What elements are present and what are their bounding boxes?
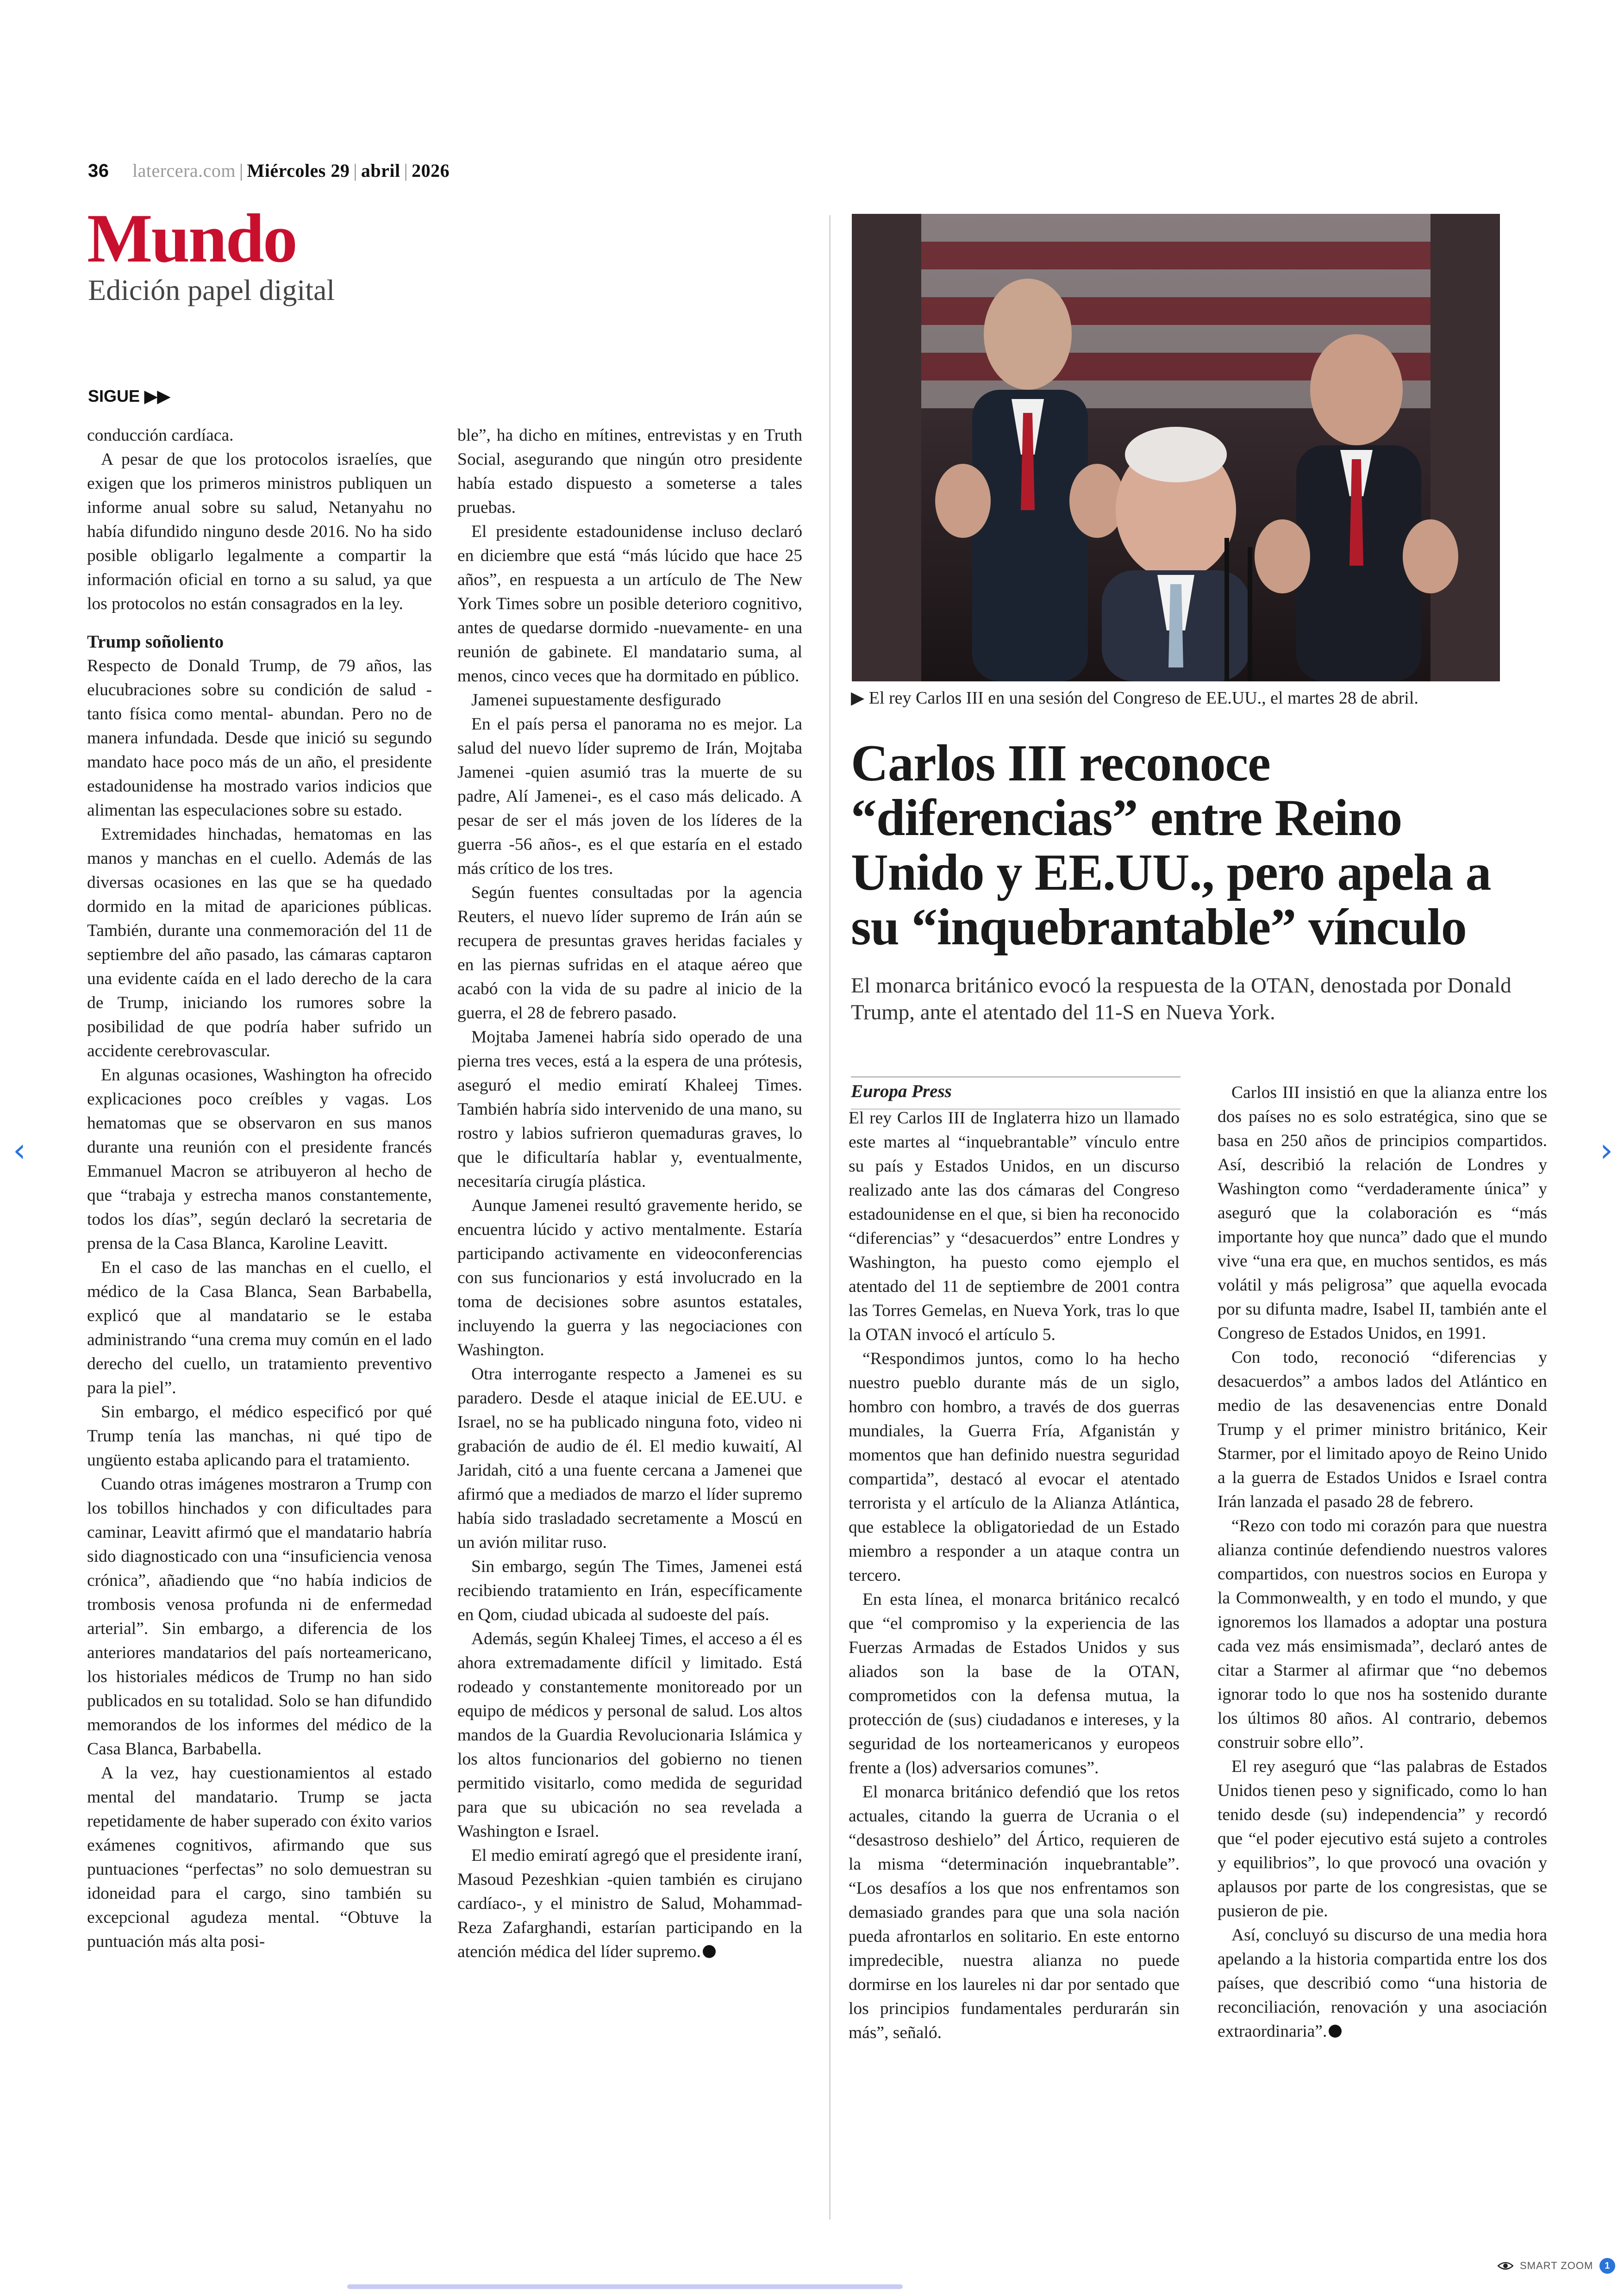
paragraph-text: “Rezo con todo mi corazón para que nuestra alianza continúe defendiendo nuestros valores compartidos, con nuestros socios en Europa y la Commonwealth, y en todo el mundo, y que ignoremos los llamados a adoptar una postura cada vez más ensimismada”, declaró antes de citar a Starmer al afirmar que “no debemos ignorar todo lo que nos ha sostenido durante los últimos 80 años. Al contrario, debemos construir sobre ello”. (1218, 1516, 1547, 1752)
paragraph-text: Según fuentes consultadas por la agencia Reuters, el nuevo líder supremo de Irán aún se recupera de presuntas graves heridas faciales y en las piernas sufridas en el ataque aéreo que acabó con la vida de su padre al inicio de la guerra, el 28 de febrero pasado. (457, 883, 802, 1023)
paragraph-text: Otra interrogante respecto a Jamenei es su paradero. Desde el ataque inicial de EE.UU. e Israel, no se ha publicado ninguna foto, video ni grabación de audio de él. El medio kuwaití, Al Jaridah, citó a una fuente cercana a Jamenei que afirmó que a mediados de marzo el líder supremo había sido trasladado secretamente a Moscú en un avión militar ruso. (457, 1365, 802, 1552)
paragraph-text: El rey Carlos III de Inglaterra hizo un llamado este martes al “inquebrantable” vínculo entre su país y Estados Unidos, en un discurso realizado ante las dos cámaras del Congreso estadounidense en el que, si bien ha reconocido “diferencias” y “desacuerdos” entre Londres y Washington, ha puesto como ejemplo el atentado del 11 de septiembre de 2001 contra las Torres Gemelas, en Nueva York, tras lo que la OTAN invocó el artículo 5. (849, 1109, 1180, 1344)
chevron-right-icon: › (1600, 1131, 1613, 1169)
paragraph (1218, 1923, 1547, 2044)
paragraph (457, 520, 802, 688)
paragraph (457, 1844, 802, 1964)
page-number: 36 (88, 161, 109, 181)
paragraph-text: Aunque Jamenei resultó gravemente herido, se encuentra lúcido y activo mentalmente. Estaría participando activamente en videoconferencias con sus funcionarios y está involucrado en la toma de decisiones sobre asuntos estatales, incluyendo la guerra y las negociaciones con Washington. (457, 1196, 802, 1360)
paragraph (87, 448, 432, 616)
paragraph (457, 688, 802, 712)
next-page-button[interactable] (1593, 1129, 1620, 1171)
paragraph-text: En el país persa el panorama no es mejor. La salud del nuevo líder supremo de Irán, Mojtaba Jamenei -quien asumió tras la muerte de su padre, Alí Jamenei-, es el caso más delicado. A pesar de ser el más joven de los líderes de la guerra -56 años-, es el que estaría en el estado más crítico de los tres. (457, 715, 802, 878)
left-article-column-1 (87, 424, 432, 1954)
paragraph (87, 823, 432, 1063)
smart-zoom-button[interactable] (1498, 2258, 1615, 2274)
separator: | (239, 160, 244, 181)
section-title: Mundo (87, 200, 296, 277)
separator: | (404, 160, 408, 181)
article-photo (852, 214, 1500, 681)
paragraph (849, 1347, 1180, 1588)
paragraph-text: Sin embargo, el médico especificó por qué Trump tenía las manchas, ni qué tipo de ungüento estaba aplicando para el tratamiento. (87, 1403, 432, 1470)
paragraph-text: A pesar de que los protocolos israelíes, que exigen que los primeros ministros publiquen un informe anual sobre su salud, Netanyahu no había difundido ninguno desde 2016. No ha sido posible obligarlo legalmente a compartir la información oficial en torno a su salud, ya que los protocolos no están consagrados en la ley. (87, 450, 432, 613)
caption-arrow-icon: ▶ (851, 688, 865, 708)
date-month: abril (361, 160, 400, 181)
paragraph (1218, 1081, 1547, 1346)
paragraph (849, 1588, 1180, 1780)
paragraph-text: Respecto de Donald Trump, de 79 años, las elucubraciones sobre su condición de salud -tanto física como mental- abundan. Pero no de manera infundada. Desde que inició su segundo mandato hace poco más de un año, el presidente estadounidense ha mostrado varios indicios que alimentan las especulaciones sobre su estado. (87, 656, 432, 820)
date-weekday: Miércoles 29 (247, 160, 350, 181)
caption-text: El rey Carlos III en una sesión del Congreso de EE.UU., el martes 28 de abril. (868, 688, 1418, 708)
right-article-column-2 (1218, 1081, 1547, 2044)
paragraph (457, 1362, 802, 1555)
paragraph (87, 654, 432, 823)
photo-caption (851, 687, 1418, 708)
paragraph-text: En algunas ocasiones, Washington ha ofrecido explicaciones poco creíbles y vagas. Los hematomas que se observaron en sus manos durante una reunión con el presidente francés Emmanuel Macron se atribuyeron al hecho de que “trabaja y estrecha manos constantemente, todos los días”, según declaró la secretaria de prensa de la Casa Blanca, Karoline Leavitt. (87, 1066, 432, 1253)
paragraph (457, 712, 802, 881)
article-summary: El monarca británico evocó la respuesta de la OTAN, denostada por Donald Trump, ante el atentado del 11-S en Nueva York. (851, 973, 1512, 1024)
paragraph-text: Además, según Khaleej Times, el acceso a él es ahora extremadamente difícil y limitado. Está rodeado y constantemente monitoreado por un equipo de médicos y personal de salud. Los altos mandos de la Guardia Revolucionaria Islámica y los altos funcionarios del gobierno no tienen permitido visitarlo, como medida de seguridad para que su ubicación no sea revelada a Washington e Israel. (457, 1629, 802, 1841)
right-article-column-1 (849, 1106, 1180, 2045)
paragraph (87, 424, 432, 448)
paragraph-text: Con todo, reconoció “diferencias y desacuerdos” a ambos lados del Atlántico en medio de las desavenencias entre Donald Trump y el primer ministro británico, Keir Starmer, por el limitado apoyo de Reino Unido a la guerra de Estados Unidos e Israel contra Irán lanzada el pasado 28 de febrero. (1218, 1348, 1547, 1511)
paragraph (849, 1106, 1180, 1347)
continues-label (88, 387, 170, 406)
byline-rule (851, 1076, 1181, 1078)
paragraph (87, 1063, 432, 1256)
paragraph-text: Sin embargo, según The Times, Jamenei está recibiendo tratamiento en Irán, específicamente en Qom, ciudad ubicada al sudoeste del país. (457, 1557, 802, 1624)
paragraph (1218, 1514, 1547, 1755)
eye-icon (1498, 2261, 1513, 2270)
date-year: 2026 (412, 160, 450, 181)
edition-label: Edición papel digital (88, 274, 335, 306)
paragraph (457, 424, 802, 520)
paragraph-text: conducción cardíaca. (87, 426, 234, 445)
column-divider (829, 215, 831, 2220)
paragraph-text: Mojtaba Jamenei habría sido operado de una pierna tres veces, está a la espera de una prótesis, aseguró el medio emiratí Khaleej Times. También habría sido intervenido de una mano, su rostro y labios sufrieron quemaduras graves, lo que le dificultaría hablar y, eventualmente, necesitaría cirugía plástica. (457, 1028, 802, 1191)
paragraph-text: El presidente estadounidense incluso declaró en diciembre que está “más lúcido que hace 25 años”, en respuesta a un artículo de The New York Times sobre un posible deterioro cognitivo, antes de quedarse dormido -nuevamente- en una reunión de gabinete. El mandatario suma, al menos, cinco veces que ha dormitado en público. (457, 522, 802, 686)
paragraph (457, 881, 802, 1025)
paragraph (457, 1194, 802, 1362)
paragraph-text: Jamenei supuestamente desfigurado (471, 691, 721, 710)
paragraph (87, 1400, 432, 1472)
paragraph-text: Carlos III insistió en que la alianza entre los dos países no es solo estratégica, sino que se basa en 250 años de principios compartidos. Así, describió la relación de Londres y Washington como “verdaderamente única” y aseguró que la colaboración es “más importante hoy que nunca” dado que el mundo vive “una era que, en muchos sentidos, es más volátil y más peligrosa” que aquella evocada por su difunta madre, Isabel II, también ante el Congreso de Estados Unidos, en 1991. (1218, 1083, 1547, 1343)
paragraph-text: El rey aseguró que “las palabras de Estados Unidos tienen peso y significado, como lo han tenido desde (su) independencia” y recordó que “el poder ejecutivo está sujeto a controles y equilibrios”, lo que provocó una ovación y aplausos por parte de los congresistas, que se pusieron de pie. (1218, 1757, 1547, 1921)
paragraph-text: “Respondimos juntos, como lo ha hecho nuestro pueblo durante más de un siglo, hombro con hombro, a través de dos guerras mundiales, la Guerra Fría, Afganistán y momentos que han definido nuestra seguridad compartida”, destacó al evocar el atentado terrorista y el artículo de la Alianza Atlántica, que establece la obligatoriedad de un Estado miembro a responder a un ataque contra un tercero. (849, 1349, 1180, 1585)
horizontal-scrollbar[interactable] (347, 2284, 903, 2289)
end-mark-icon (703, 1945, 716, 1958)
chevron-left-icon: ‹ (13, 1131, 26, 1169)
continues-text: SIGUE (88, 387, 140, 405)
smart-zoom-label: SMART ZOOM (1520, 2260, 1593, 2271)
paragraph-text: En el caso de las manchas en el cuello, el médico de la Casa Blanca, Sean Barbabella, explicó que al mandatario se le estaba administrando “una crema muy común en el lado derecho del cuello, un tratamiento preventivo para la piel”. (87, 1258, 432, 1397)
paragraph (849, 1780, 1180, 2045)
paragraph (87, 1472, 432, 1761)
paragraph-text: Cuando otras imágenes mostraron a Trump con los tobillos hinchados y con dificultades para caminar, Leavitt afirmó que el mandatario habría sido diagnosticado con una “insuficiencia venosa crónica”, añadiendo que “no había indicios de trombosis venosa profunda ni de enfermedad arterial”. Sin embargo, a diferencia de los anteriores mandatarios del país norteamericano, los historiales médicos de Trump no han sido publicados en su totalidad. Solo se han difundido memorandos de los informes del médico de la Casa Blanca, Barbabella. (87, 1475, 432, 1759)
page-folio (88, 160, 450, 181)
paragraph (457, 1555, 802, 1627)
paragraph-text: A la vez, hay cuestionamientos al estado mental del mandatario. Trump se jacta repetidamente de haber superado con éxito varios exámenes cognitivos, afirmando que sus puntuaciones “perfectas” no solo demuestran su idoneidad para el cargo, sino también su excepcional agudeza mental. “Obtuve la puntuación más alta posi- (87, 1764, 432, 1951)
byline: Europa Press (851, 1081, 952, 1101)
previous-page-button[interactable] (6, 1129, 33, 1171)
paragraph-text: En esta línea, el monarca británico recalcó que “el compromiso y la experiencia de las Fuerzas Armadas de Estados Unidos y sus aliados son la base de la OTAN, comprometidos con la defensa mutua, la protección de (sus) ciudadanos e intereses, y la seguridad de los norteamericanos y europeos frente a (los) adversarios comunes”. (849, 1590, 1180, 1777)
paragraph (87, 1256, 432, 1400)
paragraph-text: ble”, ha dicho en mítines, entrevistas y en Truth Social, asegurando que ningún otro presidente había estado dispuesto a someterse a tales pruebas. (457, 426, 802, 517)
article-headline: Carlos III reconoce “diferencias” entre Reino Unido y EE.UU., pero apela a su “inquebrantable” vínculo (851, 735, 1491, 956)
paragraph (87, 1761, 432, 1954)
paragraph-text: Así, concluyó su discurso de una media hora apelando a la historia compartida entre los dos países, que describió como “una historia de reconciliación, renovación y una asociación extraordinaria”. (1218, 1926, 1547, 2041)
left-article-column-2 (457, 424, 802, 1964)
double-arrow-icon: ▶▶ (144, 387, 170, 405)
paragraph (1218, 1346, 1547, 1514)
paragraph (457, 1025, 802, 1194)
paragraph (1218, 1755, 1547, 1923)
subheading (87, 630, 432, 654)
separator: | (353, 160, 357, 181)
paragraph-text: El medio emiratí agregó que el presidente iraní, Masoud Pezeshkian -quien también es cirujano cardíaco-, y el ministro de Salud, Mohammad-Reza Zafarghandi, estarían participando en la atención médica del líder supremo. (457, 1846, 802, 1961)
paragraph-text: El monarca británico defendió que los retos actuales, citando la guerra de Ucrania o el “desastroso deshielo” del Ártico, requieren de la misma “determinación inquebrantable”. “Los desafíos a los que nos enfrentamos son demasiado grandes para que una sola nación pueda afrontarlos en solitario. En este entorno impredecible, nuestra alianza no puede dormirse en los laureles ni dar por sentado que los principios fundamentales perdurarán sin más”, señaló. (849, 1783, 1180, 2042)
paragraph-text: Extremidades hinchadas, hematomas en las manos y manchas en el cuello. Además de las diversas ocasiones en las que se ha quedado dormido en la mitad de apariciones públicas. También, durante una conmemoración del 11 de septiembre del año pasado, las cámaras captaron una evidente caída en el lado derecho de la cara de Trump, iniciando los rumores sobre la posibilidad de que podría haber sufrido un accidente cerebrovascular. (87, 825, 432, 1060)
paragraph-text: Trump soñoliento (87, 632, 224, 652)
end-mark-icon (1329, 2025, 1342, 2038)
smart-zoom-badge: 1 (1599, 2258, 1615, 2274)
paragraph (457, 1627, 802, 1844)
site-name: latercera.com (132, 160, 236, 181)
